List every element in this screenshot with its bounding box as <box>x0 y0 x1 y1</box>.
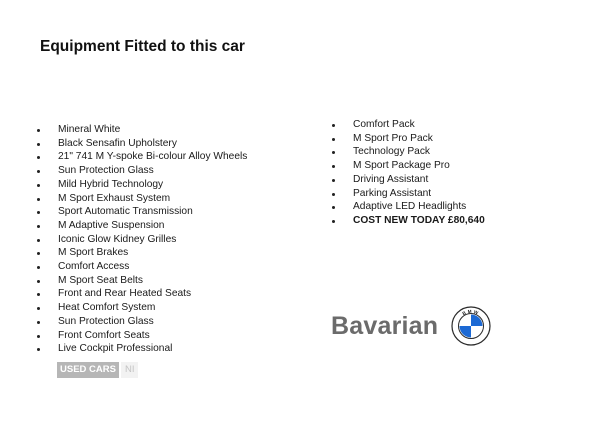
equipment-item: Iconic Glow Kidney Grilles <box>37 233 247 247</box>
cost-new-today: COST NEW TODAY £80,640 <box>332 214 485 228</box>
equipment-item: Adaptive LED Headlights <box>332 200 485 214</box>
equipment-item: Comfort Pack <box>332 118 485 132</box>
equipment-item: Front and Rear Heated Seats <box>37 287 247 301</box>
listing-tags <box>57 362 138 378</box>
equipment-item: Sport Automatic Transmission <box>37 205 247 219</box>
equipment-item: Front Comfort Seats <box>37 329 247 343</box>
equipment-item: Parking Assistant <box>332 187 485 201</box>
equipment-item: Heat Comfort System <box>37 301 247 315</box>
equipment-item: M Sport Package Pro <box>332 159 485 173</box>
equipment-item: Live Cockpit Professional <box>37 342 247 356</box>
region-tag[interactable]: NI <box>121 362 139 378</box>
equipment-item: Technology Pack <box>332 145 485 159</box>
equipment-item: Sun Protection Glass <box>37 315 247 329</box>
used-cars-tag[interactable]: USED CARS <box>57 362 119 378</box>
equipment-list-left <box>37 123 247 356</box>
equipment-item: M Sport Pro Pack <box>332 132 485 146</box>
dealer-logo-text: Bavarian <box>331 311 439 340</box>
equipment-item: 21" 741 M Y-spoke Bi-colour Alloy Wheels <box>37 150 247 164</box>
equipment-item: Driving Assistant <box>332 173 485 187</box>
page-title: Equipment Fitted to this car <box>40 38 245 55</box>
equipment-item: Sun Protection Glass <box>37 164 247 178</box>
equipment-item: Mineral White <box>37 123 247 137</box>
equipment-list-right <box>332 118 485 228</box>
bmw-roundel-icon <box>451 306 491 346</box>
equipment-item: M Sport Seat Belts <box>37 274 247 288</box>
svg-text:BMW: BMW <box>461 308 481 317</box>
equipment-item: Comfort Access <box>37 260 247 274</box>
equipment-item: M Sport Brakes <box>37 246 247 260</box>
equipment-item: M Sport Exhaust System <box>37 192 247 206</box>
dealer-brand <box>331 306 491 346</box>
equipment-item: Black Sensafin Upholstery <box>37 137 247 151</box>
equipment-item: Mild Hybrid Technology <box>37 178 247 192</box>
equipment-item: M Adaptive Suspension <box>37 219 247 233</box>
